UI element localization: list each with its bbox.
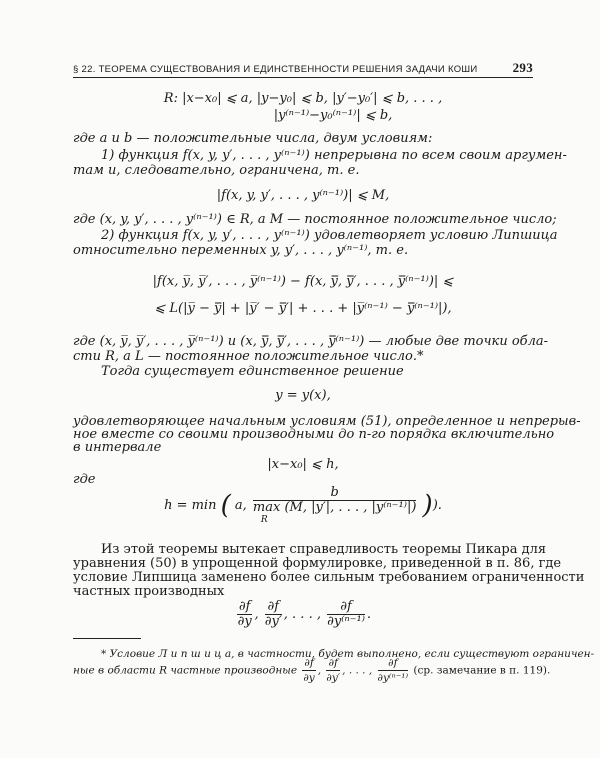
condition-2-line2: относительно переменных y, y′, . . . , y⁽ⁿ⁻¹⁾, т. е.: [73, 243, 409, 258]
h-formula-a: a,: [234, 498, 247, 513]
header-rule: [73, 77, 533, 78]
paragraph-line: ное вместе со своими производными до n-го порядка включительно: [73, 427, 555, 442]
footnote-text: ные в области R частные производные: [73, 664, 298, 677]
separator: , . . . ,: [283, 607, 321, 622]
paragraph-line: удовлетворяющее начальным условиям (51), определенное и непрерыв-: [73, 414, 581, 429]
paragraph: где a и b — положительные числа, двум условиям:: [73, 131, 433, 146]
paragraph-line: уравнения (50) в упрощенной формулировке, приведенной в п. 86, где: [73, 556, 562, 571]
solution-formula: y = y(x),: [275, 388, 331, 403]
header-title: § 22. ТЕОРЕМА СУЩЕСТВОВАНИЯ И ЕДИНСТВЕННОСТИ РЕШЕНИЯ ЗАДАЧИ КОШИ: [73, 64, 478, 75]
condition-1-line2: там и, следовательно, ограничена, т. е.: [73, 163, 360, 178]
paragraph-line: Из этой теоремы вытекает справедливость теоремы Пикара для: [101, 542, 547, 557]
interval-formula: |x−x₀| ⩽ h,: [267, 457, 339, 472]
paragraph: где (x, y, y′, . . . , y⁽ⁿ⁻¹⁾) ∈ R, а M — постоянное положительное число;: [73, 212, 557, 227]
separator: .: [366, 607, 372, 622]
h-formula-lhs: h = min: [164, 498, 217, 513]
footnote-line1: * Условие Л и п ш и ц а, в частности, будет выполнено, если существуют ограничен-: [101, 648, 595, 660]
h-formula: [73, 486, 533, 525]
h-formula-close: ).: [432, 498, 442, 513]
region-formula-line1: R: |x−x₀| ⩽ a, |y−y₀| ⩽ b, |y′−y₀′| ⩽ b, . . . ,: [163, 91, 443, 106]
paragraph-line: где (x, y̅, y̅′, . . . , y̅⁽ⁿ⁻¹⁾) и (x, y̿, y̿′, . . . , y̿⁽ⁿ⁻¹⁾) — любые две точки обла-: [73, 334, 549, 349]
lipschitz-formula-line1: |f(x, y̅, y̅′, . . . , y̅⁽ⁿ⁻¹⁾) − f(x, y̿, y̿′, . . . , y̿⁽ⁿ⁻¹⁾)| ⩽: [152, 274, 454, 289]
numerator: ∂f: [265, 600, 282, 615]
region-formula-line2: |y⁽ⁿ⁻¹⁾−y₀⁽ⁿ⁻¹⁾| ⩽ b,: [273, 108, 393, 123]
partial-fraction: [326, 656, 340, 685]
lipschitz-formula-line2: ⩽ L(|y̅ − y̿| + |y̅′ − y̿′| + . . . + |y̅⁽ⁿ⁻¹⁾ − y̿⁽ⁿ⁻¹⁾|),: [154, 301, 452, 316]
paragraph: где: [73, 472, 96, 487]
h-numerator: b: [253, 486, 416, 501]
page-number: 293: [512, 60, 533, 75]
separator: , . . . ,: [342, 664, 373, 677]
denominator: ∂y′: [326, 672, 341, 684]
h-fraction: [253, 486, 416, 525]
partial-fraction: [265, 600, 282, 629]
denominator: ∂y′: [264, 614, 282, 629]
paragraph-line: частных производных: [73, 584, 225, 599]
bound-formula: |f(x, y, y′, . . . , y⁽ⁿ⁻¹⁾)| ⩽ M,: [216, 188, 390, 203]
denominator: ∂y: [237, 614, 252, 629]
open-paren: (: [220, 490, 231, 521]
running-header: [73, 60, 533, 76]
paragraph-line: условие Липшица заменено более сильным требованием ограниченности: [73, 570, 585, 585]
footnote-rule: [73, 638, 141, 639]
paragraph-line: сти R, а L — постоянное положительное число.*: [73, 349, 424, 364]
max-subscript: R: [260, 515, 268, 525]
separator: ,: [254, 607, 259, 622]
paragraph: Тогда существует единственное решение: [101, 364, 404, 379]
close-paren: ): [422, 490, 433, 521]
numerator: ∂f: [238, 599, 251, 614]
denominator: ∂y: [303, 672, 315, 684]
numerator: ∂f: [304, 657, 314, 669]
partial-fraction: [327, 600, 365, 629]
numerator: ∂f: [327, 600, 365, 615]
separator: ,: [317, 664, 322, 677]
footnote-reference: (ср. замечание в п. 119).: [413, 664, 551, 677]
denominator: ∂y⁽ⁿ⁻¹⁾: [327, 614, 365, 629]
partial-fraction: [302, 656, 315, 685]
partial-derivatives: [73, 600, 533, 629]
condition-1-line1: 1) функция f(x, y, y′, . . . , y⁽ⁿ⁻¹⁾) непрерывна по всем своим аргумен-: [101, 148, 567, 163]
numerator: ∂f: [378, 656, 409, 671]
numerator: ∂f: [326, 656, 340, 671]
footnote-line2: [73, 656, 551, 685]
condition-2-line1: 2) функция f(x, y, y′, . . . , y⁽ⁿ⁻¹⁾) удовлетворяет условию Липшица: [101, 228, 558, 243]
partial-fraction: [237, 600, 253, 629]
partial-fraction: [378, 656, 409, 685]
denominator: ∂y⁽ⁿ⁻¹⁾: [377, 672, 409, 684]
paragraph-line: в интервале: [73, 440, 162, 455]
h-denominator: max (M, |y′|, . . . , |y⁽ⁿ⁻¹⁾|): [252, 500, 417, 515]
